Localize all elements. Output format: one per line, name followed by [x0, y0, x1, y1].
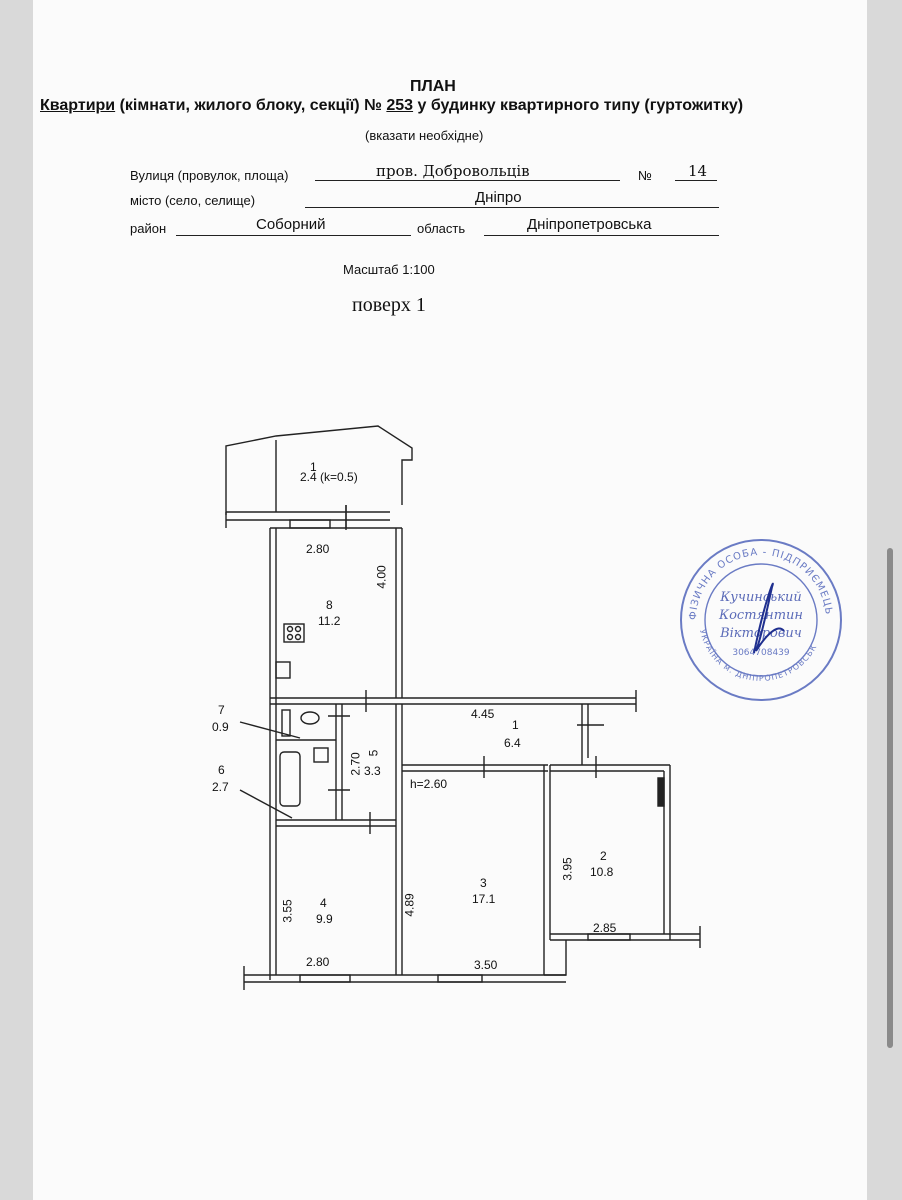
seal-stamp [676, 535, 846, 705]
room-4-no: 4 [320, 896, 327, 910]
district-label: район [130, 221, 167, 236]
room-1-corridor-area: 6.4 [504, 736, 521, 750]
room-7-no: 7 [218, 703, 225, 717]
room-6-area: 2.7 [212, 780, 229, 794]
room-8-no: 8 [326, 598, 333, 612]
kitchen-window [290, 520, 330, 528]
city-value: Дніпро [475, 189, 522, 206]
dim-2-80-bottom: 2.80 [306, 955, 330, 969]
room2-stove-mark [658, 778, 664, 806]
sink-fixture [276, 662, 290, 678]
scale-label: Масштаб 1:100 [343, 262, 435, 277]
facade-step [544, 940, 566, 975]
dim-3-95: 3.95 [560, 857, 575, 881]
room-7-area: 0.9 [212, 720, 229, 734]
bathtub [280, 752, 300, 806]
dim-2-70: 2.70 [348, 752, 363, 776]
burner-4 [296, 635, 301, 640]
room-2-area: 10.8 [590, 865, 614, 879]
room-3-area: 17.1 [472, 892, 496, 906]
room-8-area: 11.2 [318, 614, 341, 628]
dim-3-55: 3.55 [280, 899, 295, 923]
ceiling-height: h=2.60 [410, 777, 448, 791]
header-prefix: Квартири [40, 97, 116, 114]
burner-3 [288, 635, 293, 640]
washbasin [314, 748, 328, 762]
apartment-number: 253 [386, 97, 414, 114]
dim-3-50: 3.50 [474, 958, 498, 972]
room4-window [300, 975, 350, 982]
room-3-no: 3 [480, 876, 487, 890]
toilet-tank [282, 710, 290, 736]
room-1-corridor-no: 1 [512, 718, 519, 732]
header-mid: (кімнати, жилого блоку, секції) № [119, 97, 382, 114]
room-2-no: 2 [600, 849, 607, 863]
number-value: 14 [688, 162, 708, 180]
dim-4-00: 4.00 [374, 565, 389, 589]
dim-2-80-top: 2.80 [306, 542, 330, 556]
seal-ring-bottom: УКРАЇНА м. ДНІПРОПЕТРОВСЬК [697, 628, 819, 683]
seal-code: 3064708439 [732, 648, 790, 658]
room-6-no: 6 [218, 763, 225, 777]
toilet-bowl [301, 712, 319, 724]
seal-name-1: Кучинський [720, 590, 802, 605]
leader-room6 [240, 790, 292, 818]
room-1-balcony-area: 2.4 (k=0.5) [300, 470, 358, 484]
street-label: Вулиця (провулок, площа) [130, 168, 289, 183]
region-value: Дніпропетровська [527, 216, 652, 233]
dim-4-89: 4.89 [402, 893, 417, 917]
room-5-area: 3.3 [364, 764, 381, 778]
city-label: місто (село, селище) [130, 193, 256, 208]
floor-label: поверх 1 [352, 294, 426, 316]
room-1-balcony-no: 1 [310, 460, 317, 474]
seal-ring-text: ФІЗИЧНА ОСОБА - ПІДПРИЄМЕЦЬ [687, 546, 834, 621]
room3-window [438, 975, 482, 982]
document-title: ПЛАН [410, 78, 456, 95]
dim-2-85: 2.85 [593, 921, 617, 935]
burner-2 [296, 627, 301, 632]
street-value: пров. Добровольців [376, 162, 530, 180]
district-value: Соборний [256, 216, 326, 233]
plan-walls [226, 426, 700, 990]
room-5-no: 5 [366, 749, 381, 757]
room-4-area: 9.9 [316, 912, 333, 926]
region-label: область [417, 221, 466, 236]
dim-4-45: 4.45 [471, 707, 495, 721]
burner-1 [288, 627, 293, 632]
stove-fixture [284, 624, 304, 642]
header-note: (вказати необхідне) [365, 128, 484, 143]
number-label: № [638, 168, 652, 183]
seal-name-2: Костянтин [719, 608, 803, 623]
header-suffix: у будинку квартирного типу (гуртожитку) [417, 97, 744, 114]
seal-name-3: Вікторович [720, 626, 802, 641]
